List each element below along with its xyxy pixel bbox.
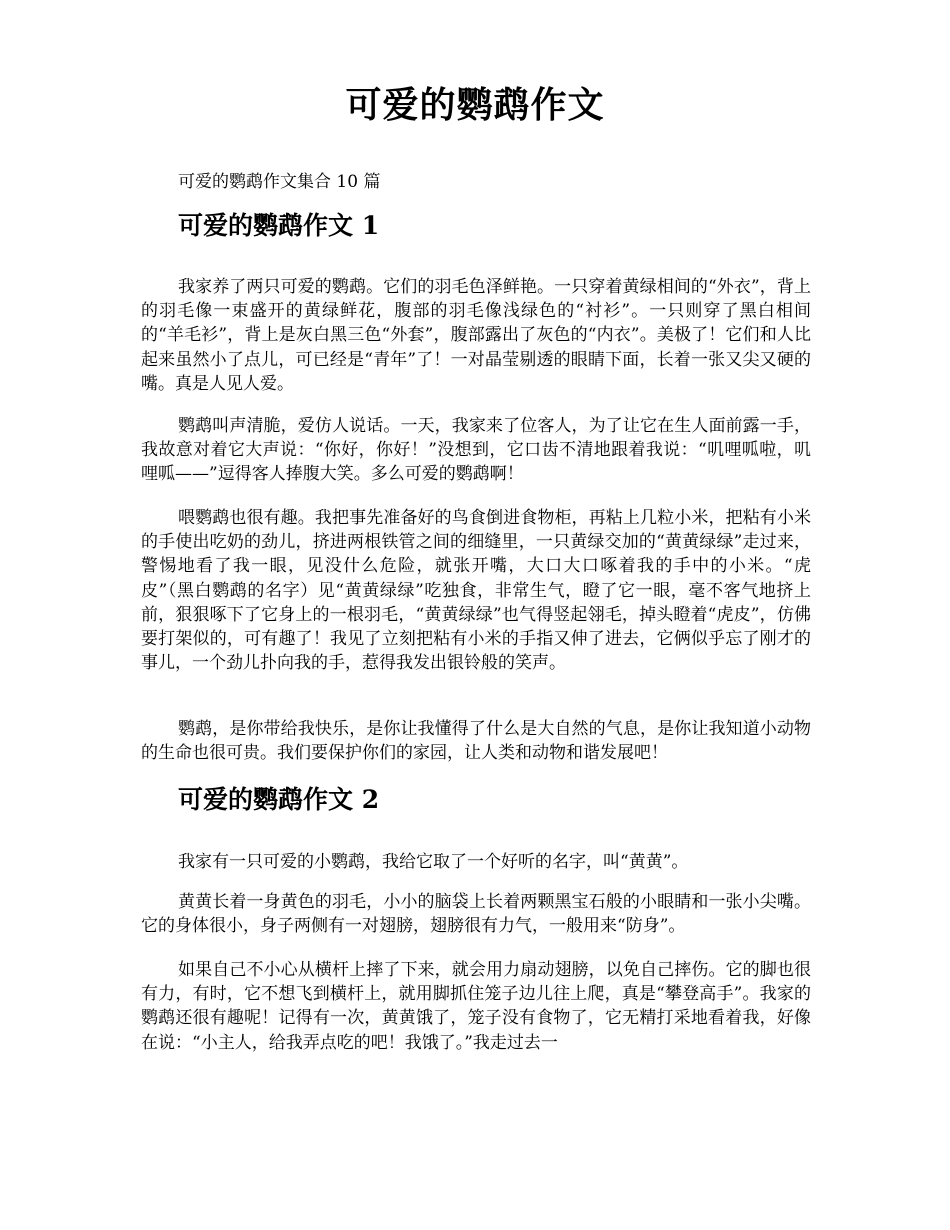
document-intro: 可爱的鹦鹉作文集合 10 篇 bbox=[178, 172, 381, 192]
paragraph-2-2: 黄黄长着一身黄色的羽毛，小小的脑袋上长着两颗黑宝石般的小眼睛和一张小尖嘴。它的身体很小，身子两侧有一对翅膀，翅膀很有力气，一般用来“防身”。 bbox=[141, 892, 811, 937]
section-heading-2: 可爱的鹦鹉作文 2 bbox=[178, 785, 380, 814]
section-heading-1: 可爱的鹦鹉作文 1 bbox=[178, 211, 380, 240]
paragraph-1-4: 鹦鹉，是你带给我快乐，是你让我懂得了什么是大自然的气息，是你让我知道小动物的生命也很可贵。我们要保护你们的家园，让人类和动物和谐发展吧！ bbox=[141, 719, 811, 764]
paragraph-2-3: 如果自己不小心从横杆上摔了下来，就会用力扇动翅膀，以免自己摔伤。它的脚也很有力，有时，它不想飞到横杆上，就用脚抓住笼子边儿往上爬，真是“攀登高手”。我家的鹦鹉还很有趣呢！记得有一次，黄黄饿了，笼子没有食物了，它无精打采地看着我，好像在说：“小主人，给我弄点吃的吧！我饿了。”我走过去一 bbox=[141, 960, 811, 1053]
document-title: 可爱的鹦鹉作文 bbox=[345, 84, 605, 126]
paragraph-1-1: 我家养了两只可爱的鹦鹉。它们的羽毛色泽鲜艳。一只穿着黄绿相间的“外衣”，背上的羽毛像一束盛开的黄绿鲜花，腹部的羽毛像浅绿色的“衬衫”。一只则穿了黑白相间的“羊毛衫”，背上是灰白黑三色“外套”，腹部露出了灰色的“内衣”。美极了！它们和人比起来虽然小了点儿，可已经是“青年”了！一对晶莹剔透的眼睛下面，长着一张又尖又硬的嘴。真是人见人爱。 bbox=[141, 277, 811, 394]
paragraph-1-3: 喂鹦鹉也很有趣。我把事先准备好的鸟食倒进食物柜，再粘上几粒小米，把粘有小米的手使出吃奶的劲儿，挤进两根铁管之间的细缝里，一只黄绿交加的“黄黄绿绿”走过来，警惕地看了我一眼，见没什么危险，就张开嘴，大口大口啄着我的手中的小米。“虎皮”（黑白鹦鹉的名字）见“黄黄绿绿”吃独食，非常生气，瞪了它一眼，毫不客气地挤上前，狠狠啄下了它身上的一根羽毛，“黄黄绿绿”也气得竖起翎毛，掉头瞪着“虎皮”，仿佛要打架似的，可有趣了！我见了立刻把粘有小米的手指又伸了进去，它俩似乎忘了刚才的事儿，一个劲儿扑向我的手，惹得我发出银铃般的笑声。 bbox=[141, 508, 811, 674]
paragraph-1-2: 鹦鹉叫声清脆，爱仿人说话。一天，我家来了位客人，为了让它在生人面前露一手，我故意对着它大声说：“你好，你好！”没想到，它口齿不清地跟着我说：“叽哩呱啦，叽哩呱——”逗得客人捧腹大笑。多么可爱的鹦鹉啊！ bbox=[141, 416, 811, 485]
paragraph-2-1: 我家有一只可爱的小鹦鹉，我给它取了一个好听的名字，叫“黄黄”。 bbox=[178, 852, 689, 872]
